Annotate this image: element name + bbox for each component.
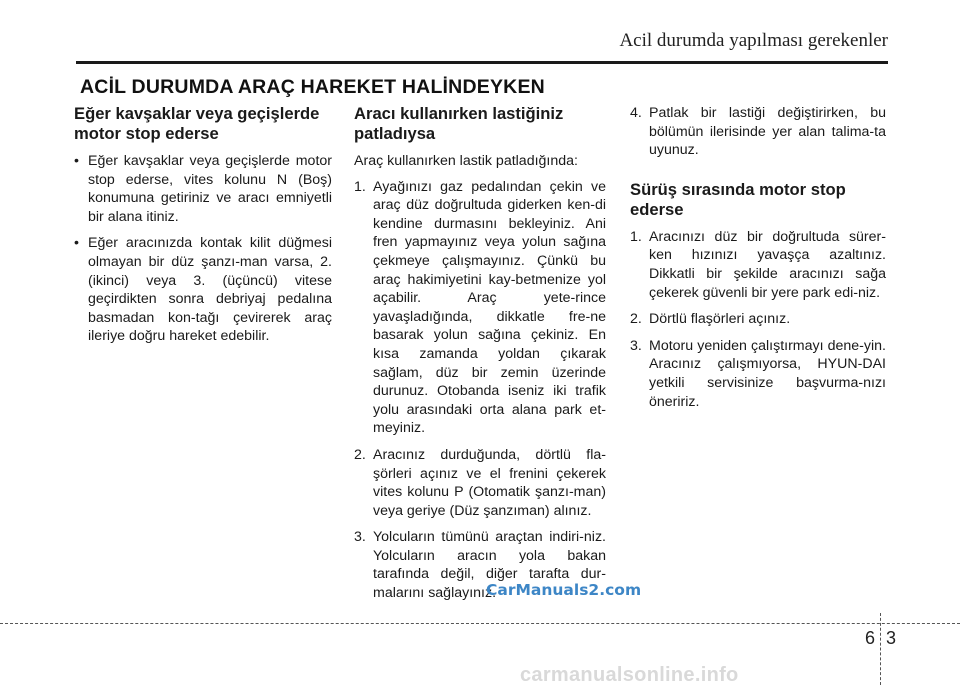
list-item xyxy=(630,310,886,329)
list-item xyxy=(630,337,886,411)
item-number: 1. xyxy=(630,228,642,245)
chapter-number: 6 xyxy=(865,628,876,648)
list-item-text: Motoru yeniden çalıştırmayı dene-yin. Aracınız çalışmıyorsa, HYUN-DAI yetkili servisinize başvurma-nızı öneririz. xyxy=(649,337,886,410)
item-number: 2. xyxy=(354,446,366,463)
list-item-text: Ayağınızı gaz pedalından çekin ve araç düz doğrultuda giderken ken-di kendine durmasını bekleyiniz. Ani fren yapmayınız veya yolun sağına çekmeye çalışmayınız. Çünkü bu araç hakimiyetini kay-betmenize yol açabilir. Araç yete-rince yavaşladığında, dikkatle fre-ne basarak yolun sağına çekiniz. En kısa zamanda yoldan çıkarak sağlam, düz bir zemin üzerinde durunuz. Otobanda iseniz iki trafik yolu arasındaki orta alana park et-meyiniz. xyxy=(373,178,606,437)
page-number-divider xyxy=(880,613,881,685)
item-number: 2. xyxy=(630,311,642,328)
list-item xyxy=(74,234,332,346)
list-item xyxy=(354,446,606,520)
bullet-mark: • xyxy=(74,153,79,169)
item-number: 4. xyxy=(630,105,642,121)
col1-bullet-list xyxy=(74,152,332,346)
list-item xyxy=(630,228,886,302)
list-item-text: Dörtlü flaşörleri açınız. xyxy=(649,311,791,328)
col2-intro: Araç kullanırken lastik patladığında: xyxy=(354,153,578,169)
column-2 xyxy=(354,104,606,611)
list-item xyxy=(630,104,886,160)
column-1 xyxy=(74,104,332,354)
col3-continued-list xyxy=(630,104,886,160)
list-item-text: Yolcuların tümünü araçtan indiri-niz. Yolcuların aracın yola bakan tarafında değil, diğer tarafta dur-malarını sağlayınız. xyxy=(373,529,606,602)
list-item-text: Eğer kavşaklar veya geçişlerde motor stop ederse, vites kolunu N (Boş) konumuna getiriniz ve aracı emniyetli bir alana itiniz. xyxy=(88,153,332,225)
section-title: ACİL DURUMDA ARAÇ HAREKET HALİNDEYKEN xyxy=(80,76,545,98)
col1-heading: Eğer kavşaklar veya geçişlerde motor stop ederse xyxy=(74,104,320,143)
bullet-mark: • xyxy=(74,235,79,252)
item-number: 3. xyxy=(630,337,642,354)
list-item-text: Eğer aracınızda kontak kilit düğmesi olmayan bir düz şanzı-man varsa, 2. (ikinci) veya 3. (üçüncü) vitese geçirdikten sonra debriyaj pedalına basmadan kon-tağı çevirerek araç ileriye doğru hareket edebilir. xyxy=(88,235,332,345)
col3-numbered-list xyxy=(630,228,886,411)
list-item-text: Aracınız durduğunda, dörtlü fla-şörleri açınız ve el frenini çekerek vites kolunu P (Otomatik şanzı-man) veya geriye (Düz şanzıman) alınız. xyxy=(373,446,606,519)
col2-heading: Aracı kullanırken lastiğiniz patladıysa xyxy=(354,104,564,143)
page-number: 3 xyxy=(886,628,897,648)
item-number: 3. xyxy=(354,529,366,546)
list-item xyxy=(74,152,332,226)
list-item-text: Patlak bir lastiği değiştirirken, bu bölümün ilerisinde yer alan talima-ta uyunuz. xyxy=(649,105,886,159)
watermark-link[interactable]: CarManuals2.com xyxy=(486,581,642,599)
col3-heading: Sürüş sırasında motor stop ederse xyxy=(630,179,846,219)
bottom-watermark: carmanualsonline.info xyxy=(520,664,739,686)
list-item xyxy=(354,178,606,438)
footer-divider xyxy=(0,623,960,624)
running-header: Acil durumda yapılması gerekenler xyxy=(619,30,888,51)
col2-numbered-list xyxy=(354,178,606,603)
item-number: 1. xyxy=(354,178,366,195)
column-3 xyxy=(630,104,886,419)
header-rule xyxy=(76,61,888,64)
list-item-text: Aracınızı düz bir doğrultuda sürer-ken hızınızı yavaşça azaltınız. Dikkatli bir şekilde aracınızı sağa çekerek güvenli bir yere park edi-niz. xyxy=(649,228,886,301)
